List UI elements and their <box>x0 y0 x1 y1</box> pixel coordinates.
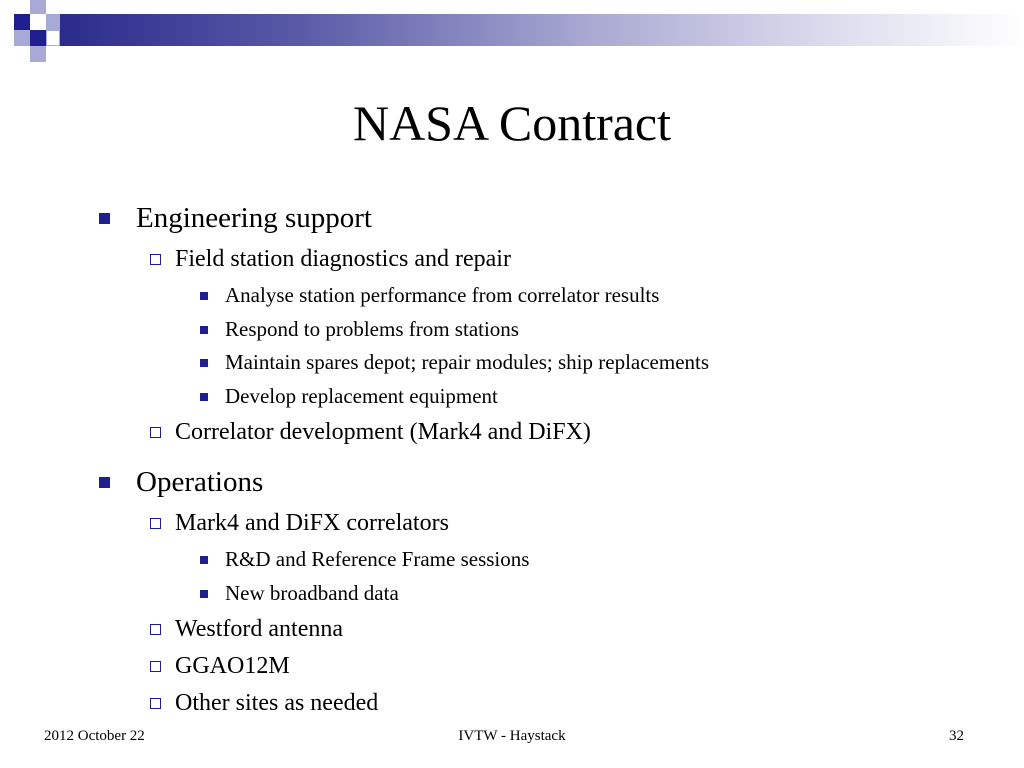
bullet-text: Operations <box>136 466 264 498</box>
bullet-item <box>150 246 511 273</box>
bullet-text: Westford antenna <box>175 616 343 642</box>
bullet-text: Analyse station performance from correlator results <box>225 283 660 307</box>
hollow-square-bullet-icon <box>150 661 161 672</box>
bullet-item <box>200 317 519 342</box>
bullet-text: Respond to problems from stations <box>225 317 519 341</box>
bullet-text: Field station diagnostics and repair <box>175 246 511 272</box>
bullet-item <box>200 547 529 572</box>
hollow-square-bullet-icon <box>150 698 161 709</box>
bullet-item <box>200 350 709 375</box>
bullet-item <box>99 466 263 499</box>
footer-center: IVTW - Haystack <box>458 728 566 744</box>
bullet-text: New broadband data <box>225 581 399 605</box>
square-bullet-icon <box>99 213 110 224</box>
bullet-item <box>150 510 449 537</box>
bullet-item <box>150 419 591 446</box>
hollow-square-bullet-icon <box>150 427 161 438</box>
slide-title: NASA Contract <box>352 95 672 151</box>
square-bullet-icon <box>200 326 208 334</box>
square-bullet-icon <box>200 359 208 367</box>
bullet-text: Engineering support <box>136 202 372 234</box>
hollow-square-bullet-icon <box>150 254 161 265</box>
square-bullet-icon <box>200 590 208 598</box>
bullet-item <box>150 616 343 643</box>
bullet-text: R&D and Reference Frame sessions <box>225 547 530 571</box>
bullet-text: Mark4 and DiFX correlators <box>175 510 449 536</box>
bullet-item <box>200 581 399 606</box>
bullet-text: GGAO12M <box>175 653 290 679</box>
square-bullet-icon <box>200 556 208 564</box>
bullet-text: Correlator development (Mark4 and DiFX) <box>175 419 591 445</box>
square-bullet-icon <box>200 393 208 401</box>
bullet-item <box>150 653 290 680</box>
hollow-square-bullet-icon <box>150 624 161 635</box>
bullet-item <box>200 384 498 409</box>
bullet-item <box>150 690 378 717</box>
bullet-item <box>99 202 372 235</box>
square-bullet-icon <box>99 477 110 488</box>
square-bullet-icon <box>200 292 208 300</box>
footer-date: 2012 October 22 <box>44 728 145 744</box>
hollow-square-bullet-icon <box>150 518 161 529</box>
bullet-text: Maintain spares depot; repair modules; ship replacements <box>225 350 710 374</box>
bullet-text: Develop replacement equipment <box>225 384 498 408</box>
footer-page-number: 32 <box>949 728 964 744</box>
bullet-text: Other sites as needed <box>175 690 379 716</box>
bullet-item <box>200 283 659 308</box>
